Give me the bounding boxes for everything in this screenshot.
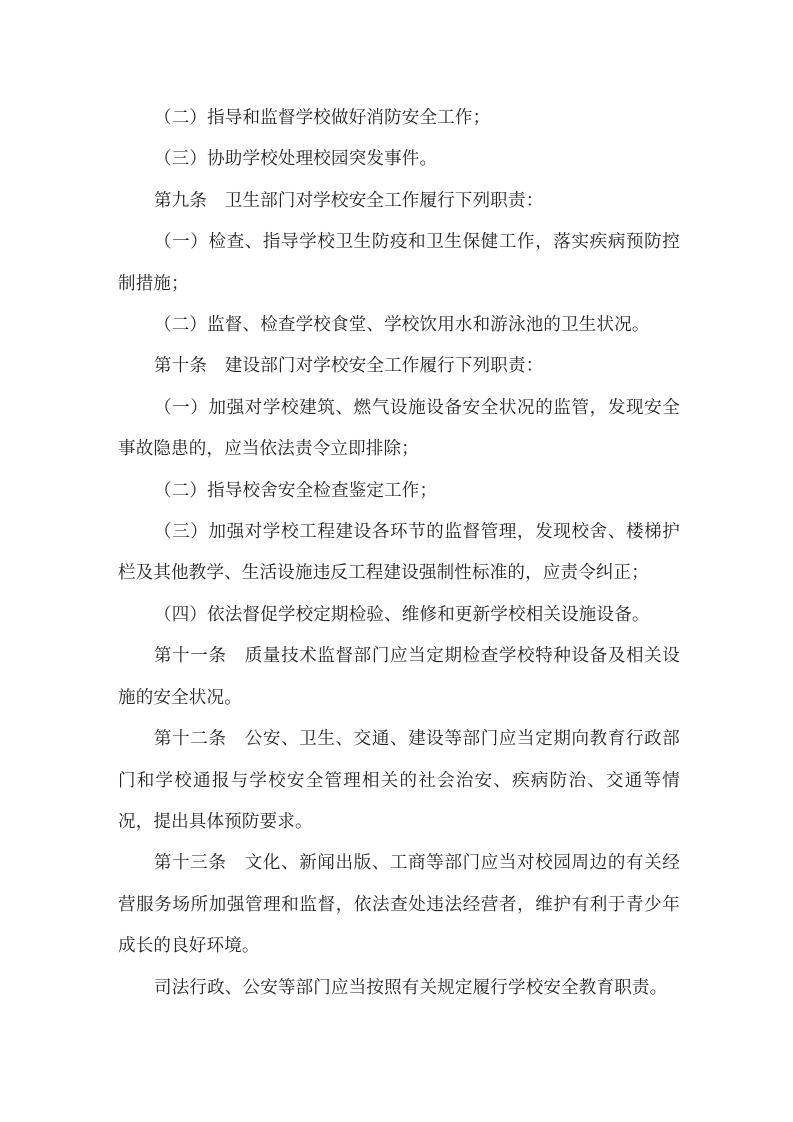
paragraph-2: （三）协助学校处理校园突发事件。 [154,149,438,170]
paragraph-5: （二）监督、检查学校食堂、学校饮用水和游泳池的卫生状况。 [154,315,650,336]
paragraph-4: （一）检查、指导学校卫生防疫和卫生保健工作，落实疾病预防控制措施； [118,232,680,294]
article-10-heading: 第十条 建设部门对学校安全工作履行下列职责： [154,356,544,377]
article-11: 第十一条 质量技术监督部门应当定期检查学校特种设备及相关设施的安全状况。 [118,646,680,708]
paragraph-14: 司法行政、公安等部门应当按照有关规定履行学校安全教育职责。 [154,977,668,998]
paragraph-9: （三）加强对学校工程建设各环节的监督管理，发现校舍、楼梯护栏及其他教学、生活设施违反工程建设强制性标准的，应责令纠正； [118,522,680,584]
paragraph-8: （二）指导校舍安全检查鉴定工作； [154,480,438,501]
document-body [118,98,680,1009]
paragraph-1: （二）指导和监督学校做好消防安全工作； [154,108,491,128]
paragraph-10: （四）依法督促学校定期检验、维修和更新学校相关设施设备。 [154,604,650,625]
paragraph-7: （一）加强对学校建筑、燃气设施设备安全状况的监管，发现安全事故隐患的，应当依法责令立即排除； [118,397,680,460]
article-12: 第十二条 公安、卫生、交通、建设等部门应当定期向教育行政部门和学校通报与学校安全管理相关的社会治安、疾病防治、交通等情况，提出具体预防要求。 [118,729,680,832]
article-9-heading: 第九条 卫生部门对学校安全工作履行下列职责： [154,190,544,211]
article-13: 第十三条 文化、新闻出版、工商等部门应当对校园周边的有关经营服务场所加强管理和监督，依法查处违法经营者，维护有利于青少年成长的良好环境。 [118,853,680,957]
